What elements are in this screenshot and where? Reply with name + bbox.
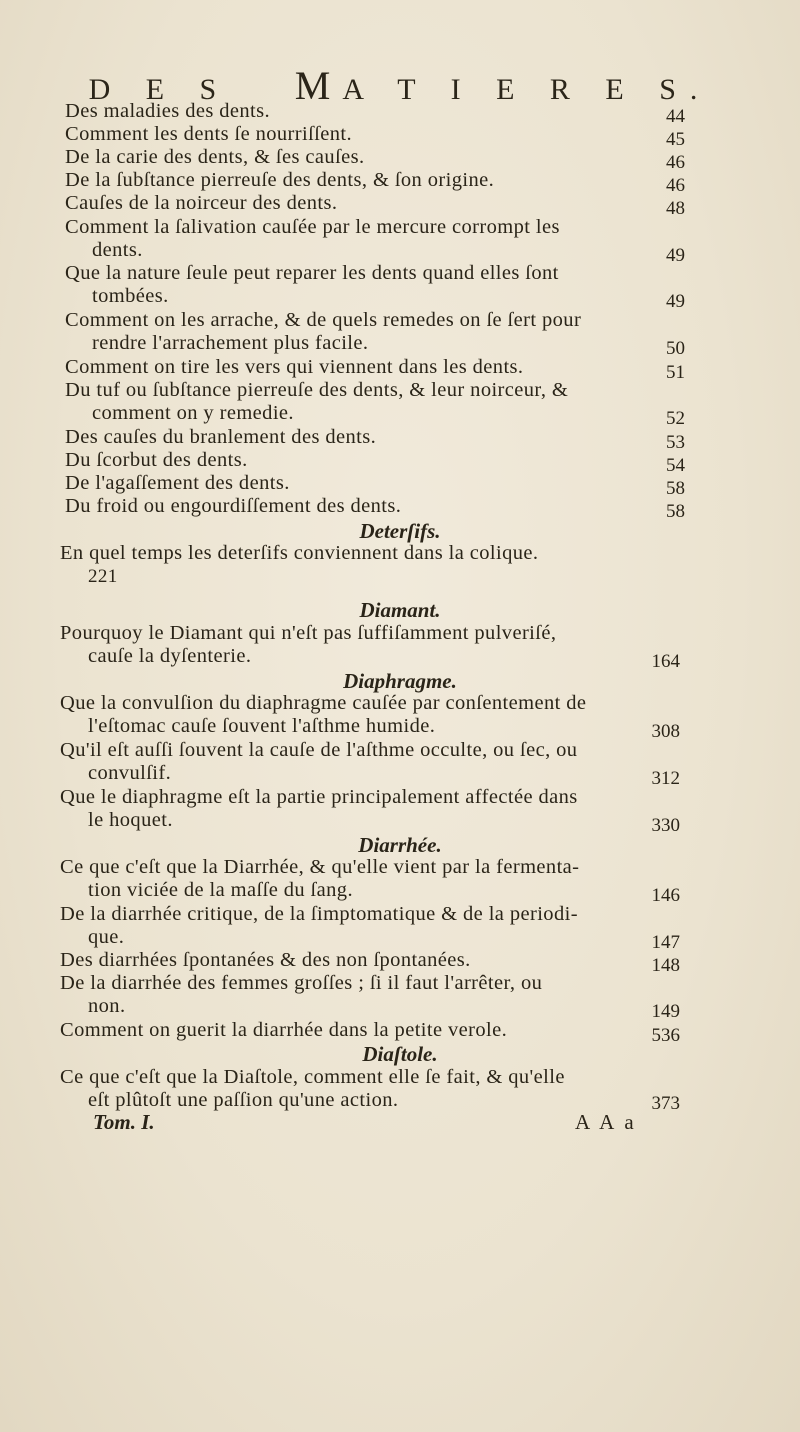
entry-page: 51: [666, 362, 685, 383]
entry-line: Comment la ſalivation cauſée par le mercure corrompt les: [65, 216, 560, 238]
entry-line: Ce que c'eſt que la Diaſtole, comment elle ſe fait, & qu'elle: [60, 1066, 565, 1088]
entry-page: 46: [666, 175, 685, 196]
header-word-des: D E S: [88, 73, 231, 106]
entry-line: En quel temps les deterſifs conviennent dans la colique.: [60, 542, 539, 564]
entry-page: 49: [666, 291, 685, 312]
entry-page: 48: [666, 198, 685, 219]
entry-line: De l'agaſſement des dents.: [65, 472, 290, 494]
entry-line: l'eſtomac cauſe ſouvent l'aſthme humide.: [88, 715, 436, 737]
entry-page: 45: [666, 129, 685, 150]
entry-line: Cauſes de la noirceur des dents.: [65, 192, 338, 214]
entry-line: De la diarrhée critique, de la ſimptomatique & de la periodi-: [60, 903, 578, 925]
entry-line: cauſe la dyſenterie.: [88, 645, 252, 667]
volume-label: Tom. I.: [93, 1110, 155, 1134]
entry-line: Comment on les arrache, & de quels remedes on ſe ſert pour: [65, 309, 582, 331]
entry-page: 46: [666, 152, 685, 173]
entry-line: convulſif.: [88, 762, 172, 784]
entry-page: 50: [666, 338, 685, 359]
header-word-matieres: A T I E R E S.: [342, 73, 712, 106]
entry-page: 330: [651, 815, 680, 836]
entry-page: 44: [666, 106, 685, 127]
entry-line: Du ſcorbut des dents.: [65, 449, 248, 471]
entry-line: que.: [88, 926, 125, 948]
entry-page: 53: [666, 432, 685, 453]
entry-page: 58: [666, 478, 685, 499]
entry-page: 373: [651, 1093, 680, 1114]
entry-line: Du tuf ou ſubſtance pierreuſe des dents, & leur noirceur, &: [65, 379, 569, 401]
entry-line: Comment on guerit la diarrhée dans la petite verole.: [60, 1019, 508, 1041]
entry-line: De la carie des dents, & ſes cauſes.: [65, 146, 365, 168]
entry-line: tombées.: [92, 285, 169, 307]
entry-page: 148: [651, 955, 680, 976]
entry-page: 58: [666, 501, 685, 522]
entry-page: 146: [651, 885, 680, 906]
section-heading: Diaphragme.: [343, 669, 457, 693]
entry-page: 164: [651, 651, 680, 672]
entry-page: 54: [666, 455, 685, 476]
entry-line: Des diarrhées ſpontanées & des non ſpontanées.: [60, 949, 471, 971]
entry-line: Du froid ou engourdiſſement des dents.: [65, 495, 402, 517]
entry-page: 49: [666, 245, 685, 266]
entry-page: 52: [666, 408, 685, 429]
section-heading: Diarrhée.: [358, 833, 442, 857]
entry-line: Ce que c'eſt que la Diarrhée, & qu'elle vient par la fermenta-: [60, 856, 580, 878]
entry-line: Pourquoy le Diamant qui n'eſt pas ſuffiſamment pulveriſé,: [60, 622, 557, 644]
entry-line: 221: [88, 566, 118, 587]
entry-page: 149: [651, 1001, 680, 1022]
header-initial: M: [294, 63, 343, 108]
entry-line: le hoquet.: [88, 809, 173, 831]
entry-line: eſt plûtoſt une paſſion qu'une action.: [88, 1089, 399, 1111]
entry-line: Comment les dents ſe nourriſſent.: [65, 123, 353, 145]
entry-line: tion viciée de la maſſe du ſang.: [88, 879, 353, 901]
entry-line: Que le diaphragme eſt la partie principalement affectée dans: [60, 786, 578, 808]
section-heading: Diamant.: [359, 598, 441, 622]
entry-page: 536: [651, 1025, 680, 1046]
entry-line: Des maladies des dents.: [65, 100, 271, 122]
entry-line: Que la nature ſeule peut reparer les dents quand elles ſont: [65, 262, 559, 284]
entry-line: Qu'il eſt auſſi ſouvent la cauſe de l'aſthme occulte, ou ſec, ou: [60, 739, 578, 761]
entry-page: 312: [651, 768, 680, 789]
entry-page: 308: [651, 721, 680, 742]
entry-line: dents.: [92, 239, 143, 261]
section-heading: Diaſtole.: [362, 1042, 438, 1066]
entry-page: 147: [651, 932, 680, 953]
entry-line: comment on y remedie.: [92, 402, 294, 424]
section-heading: Deterſifs.: [359, 519, 441, 543]
entry-line: Des cauſes du branlement des dents.: [65, 426, 377, 448]
signature-mark: A A a: [575, 1110, 637, 1134]
entry-line: rendre l'arrachement plus facile.: [92, 332, 369, 354]
entry-line: De la diarrhée des femmes groſſes ; ſi il faut l'arrêter, ou: [60, 972, 543, 994]
entry-line: non.: [88, 995, 126, 1017]
entry-line: Comment on tire les vers qui viennent dans les dents.: [65, 356, 524, 378]
entry-line: De la ſubſtance pierreuſe des dents, & ſon origine.: [65, 169, 495, 191]
entry-line: Que la convulſion du diaphragme cauſée par conſentement de: [60, 692, 587, 714]
